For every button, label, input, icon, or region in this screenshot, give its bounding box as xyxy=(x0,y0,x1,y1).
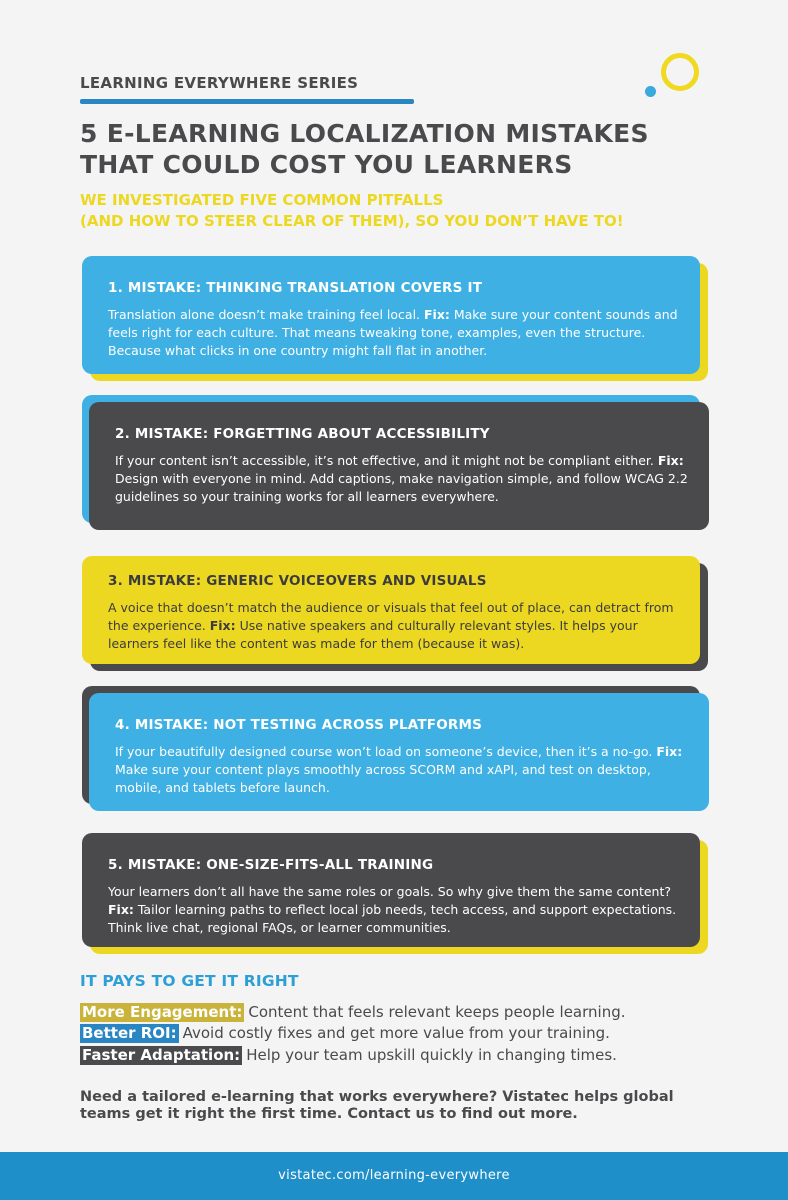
benefits-heading: IT PAYS TO GET IT RIGHT xyxy=(80,972,299,990)
subtitle-line-1: WE INVESTIGATED FIVE COMMON PITFALLS xyxy=(80,191,444,209)
mistake-heading: 1. MISTAKE: THINKING TRANSLATION COVERS IT xyxy=(108,280,483,296)
mistake-body: Your learners don’t all have the same roles or goals. So why give them the same content? Fix: Tailor learning paths to reflect local job needs, tech access, and support expectations. Think live chat, regional FAQs, or learner communities. xyxy=(108,884,677,935)
mistake-heading: 3. MISTAKE: GENERIC VOICEOVERS AND VISUALS xyxy=(108,573,487,589)
footer-link[interactable]: vistatec.com/learning-everywhere xyxy=(278,1168,510,1183)
benefit-text: Avoid costly fixes and get more value from your training. xyxy=(182,1024,610,1042)
benefit-text: Help your team upskill quickly in changing times. xyxy=(246,1046,617,1064)
mistake-body: Translation alone doesn’t make training feel local. Fix: Make sure your content sounds and feels right for each culture. That means tweaking tone, examples, even the structure. Because what clicks in one country might fall flat in another. xyxy=(108,307,678,358)
logo-ring-icon xyxy=(661,53,699,91)
mistake-heading: 2. MISTAKE: FORGETTING ABOUT ACCESSIBILITY xyxy=(115,426,490,442)
benefit-label: Faster Adaptation: xyxy=(82,1046,241,1064)
title-line-2: THAT COULD COST YOU LEARNERS xyxy=(80,150,573,179)
benefit-adaptation xyxy=(80,1046,617,1065)
logo-dot-icon xyxy=(645,86,656,97)
series-underline xyxy=(80,99,414,104)
page-subtitle xyxy=(80,190,740,232)
card-face xyxy=(89,402,709,530)
mistake-body: If your content isn’t accessible, it’s not effective, and it might not be compliant either. Fix: Design with everyone in mind. Add captions, make navigation simple, and follow WCAG 2.2 guidelines so your training works for all learners everywhere. xyxy=(115,453,688,504)
mistake-heading: 5. MISTAKE: ONE-SIZE-FITS-ALL TRAINING xyxy=(108,857,434,873)
card-face xyxy=(82,833,700,947)
card-face xyxy=(89,693,709,811)
series-label: LEARNING EVERYWHERE SERIES xyxy=(80,74,359,92)
page-title xyxy=(80,118,720,180)
mistake-body: If your beautifully designed course won’t load on someone’s device, then it’s a no-go. Fix: Make sure your content plays smoothly across SCORM and xAPI, and test on desktop, mobile, and tablets before launch. xyxy=(115,744,683,795)
subtitle-line-2: (AND HOW TO STEER CLEAR OF THEM), SO YOU DON’T HAVE TO! xyxy=(80,212,624,230)
mistake-heading: 4. MISTAKE: NOT TESTING ACROSS PLATFORMS xyxy=(115,717,483,733)
footer-bar xyxy=(0,1152,788,1200)
benefit-roi xyxy=(80,1024,610,1043)
card-face xyxy=(82,256,700,374)
card-face xyxy=(82,556,700,664)
benefit-engagement xyxy=(80,1003,626,1022)
title-line-1: 5 E-LEARNING LOCALIZATION MISTAKES xyxy=(80,119,649,148)
call-to-action: Need a tailored e-learning that works everywhere? Vistatec helps global teams get it right the first time. Contact us to find out more. xyxy=(80,1089,674,1122)
benefit-label: More Engagement: xyxy=(82,1003,243,1021)
benefit-label: Better ROI: xyxy=(82,1024,177,1042)
benefit-text: Content that feels relevant keeps people learning. xyxy=(248,1003,626,1021)
mistake-body: A voice that doesn’t match the audience or visuals that feel out of place, can detract from the experience. Fix: Use native speakers and culturally relevant styles. It helps your learners feel like the content was made for them (because it was). xyxy=(108,600,674,651)
